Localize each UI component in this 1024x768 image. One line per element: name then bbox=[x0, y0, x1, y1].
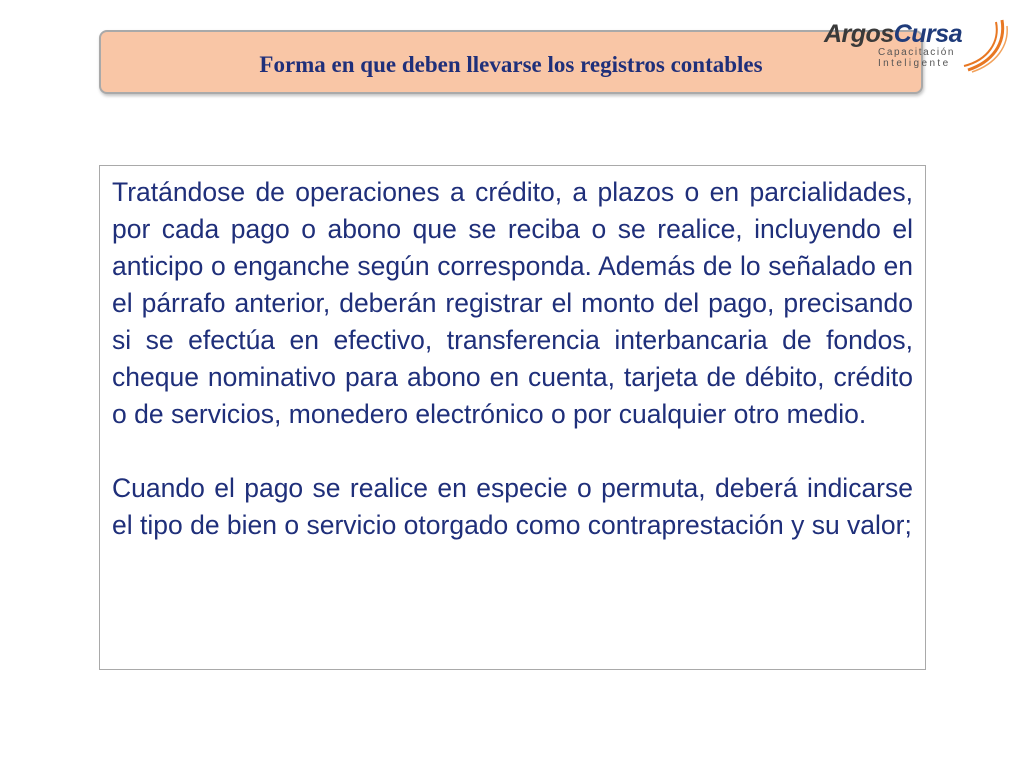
logo-swoosh-icon bbox=[962, 16, 1010, 74]
slide-title: Forma en que deben llevarse los registros contables bbox=[259, 52, 763, 77]
title-bar bbox=[99, 30, 923, 94]
argoscursa-logo bbox=[824, 14, 1010, 74]
paragraph-spacer bbox=[112, 433, 913, 470]
logo-wordmark-part2: Cursa bbox=[893, 20, 963, 48]
logo-tagline-line1: Capacitación bbox=[878, 47, 956, 58]
logo-wordmark-part1: Argos bbox=[824, 20, 894, 48]
content-box bbox=[99, 165, 926, 670]
logo-wordmark bbox=[824, 20, 962, 49]
logo-tagline-line2: Inteligente bbox=[878, 58, 951, 69]
body-paragraph-1: Tratándose de operaciones a crédito, a plazos o en parcialidades, por cada pago o abono que se reciba o se realice, incluyendo el anticipo o enganche según corresponda. Además de lo señalado en el párrafo anterior, deberán registrar el monto del pago, precisando si se efectúa en efectivo, transferencia interbancaria de fondos, cheque nominativo para abono en cuenta, tarjeta de débito, crédito o de servicios, monedero electrónico o por cualquier otro medio. bbox=[112, 177, 913, 429]
body-paragraph-2: Cuando el pago se realice en especie o permuta, deberá indicarse el tipo de bien o servicio otorgado como contraprestación y su valor; bbox=[112, 473, 913, 540]
